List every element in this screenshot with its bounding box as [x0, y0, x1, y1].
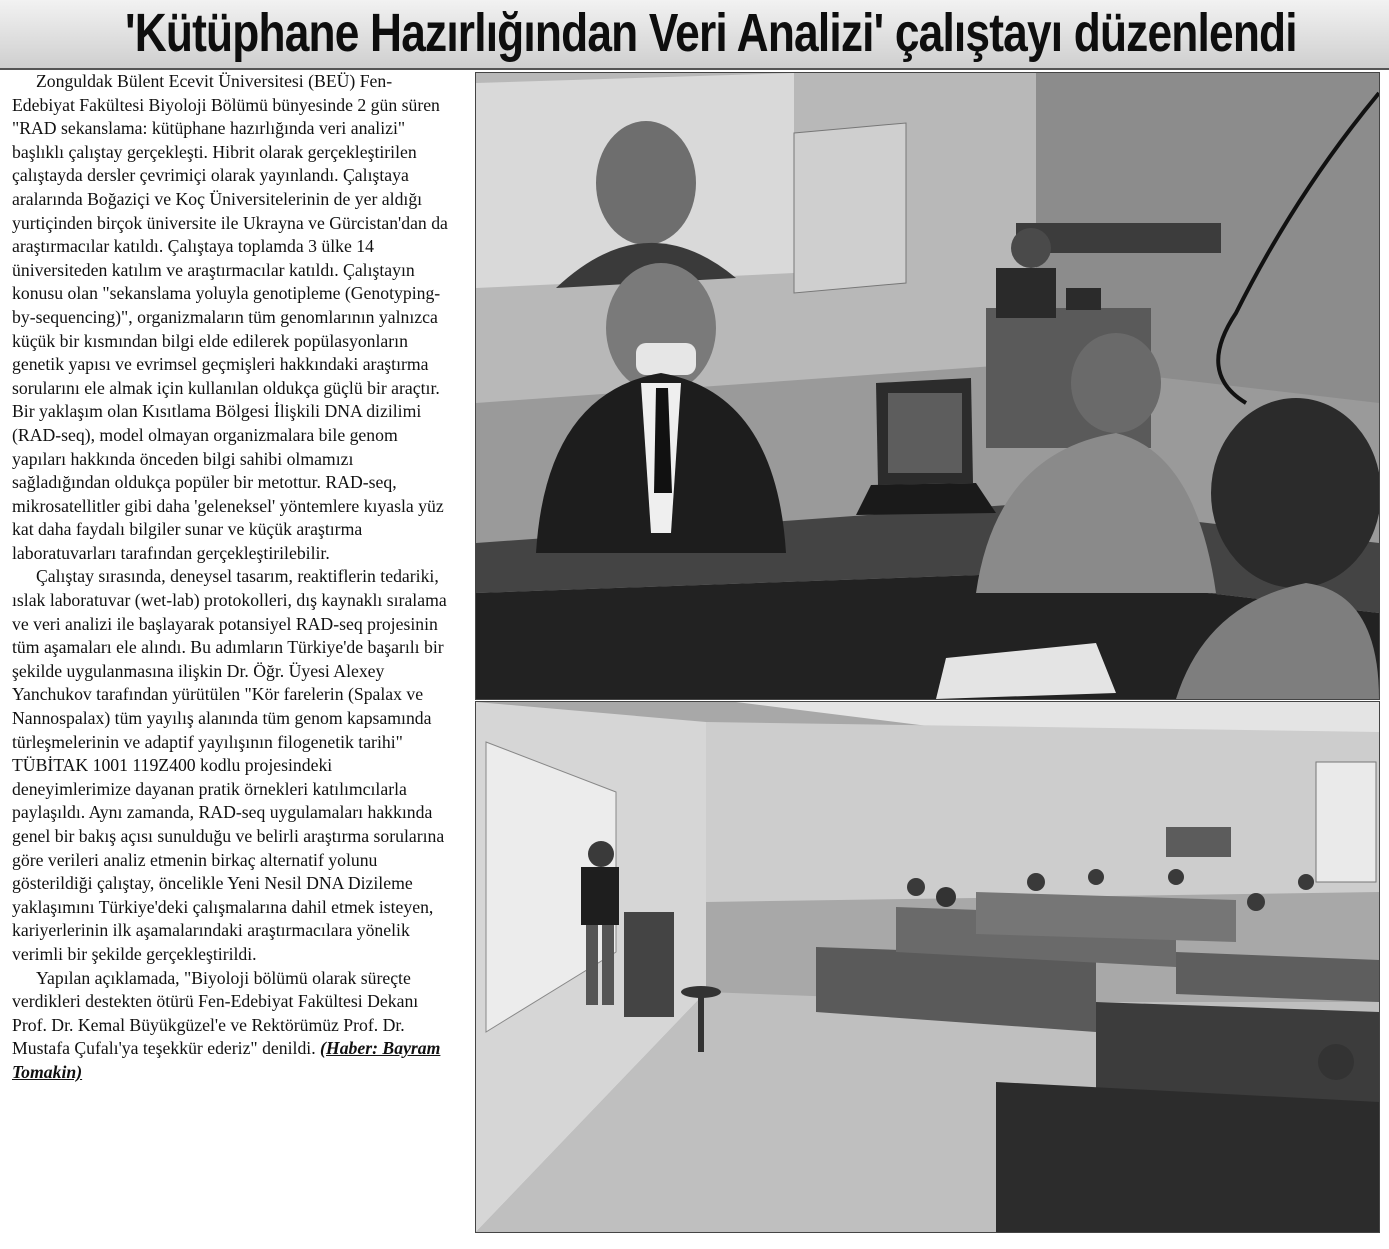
headline-title: 'Kütüphane Hazırlığından Veri Analizi' çalıştayı düzenlendi — [125, 3, 1297, 63]
article-paragraph — [12, 967, 452, 1085]
article-body — [12, 70, 452, 1240]
article-paragraph-text: Yapılan açıklamada, "Biyoloji bölümü olarak süreçte verdikleri destekten ötürü Fen-Edebiyat Fakültesi Dekanı Prof. Dr. Kemal Büyükgüzel'e ve Rektörümüz Prof. Dr. Mustafa Çufalı'ya teşekkür ederiz" denildi. — [12, 967, 419, 1059]
headline-banner — [0, 0, 1389, 70]
lecture-hall-photo — [475, 701, 1380, 1233]
article-paragraph: Çalıştay sırasında, deneysel tasarım, reaktiflerin tedariki, ıslak laboratuvar (wet-lab) protokolleri, dış kaynaklı sıralama ve veri analizi ile başlayarak potansiyel RAD-seq projesinin tüm aşamaları ele alındı. Bu adımların Türkiye'de başarılı bir şekilde uygulanmasına ilişkin Dr. Öğr. Üyesi Alexey Yanchukov tarafından yürütülen "Kör farelerin (Spalax ve Nannospalax) tüm yayılış alanında tüm genom kapsamında türleşmelerinin ve adaptif yayılışının filogenetik tarihi" TÜBİTAK 1001 119Z400 kodlu projesindeki deneyimlerimize dayanan pratik örnekleri katılımcılarla paylaşıldı. Aynı zamanda, RAD-seq uygulamaları hakkında genel bir bakış açısı sunulduğu ve belirli araştırma sorularına göre verileri analiz etmenin birkaç alternatif yolunu gösterildiği çalıştay, öncelikle Yeni Nesil DNA Dizileme yaklaşımını Türkiye'deki çalışmalarına dahil etmek isteyen, kariyerlerinin ilk aşamalarındaki araştırmacılara yönelik verimli bir şekilde gerçekleştirildi. — [12, 566, 447, 964]
hybrid-workshop-photo — [475, 72, 1380, 700]
article-paragraph: Zonguldak Bülent Ecevit Üniversitesi (BEÜ) Fen-Edebiyat Fakültesi Biyoloji Bölümü bünyesinde 2 gün süren "RAD sekanslama: kütüphane hazırlığında veri analizi" başlıklı çalıştay gerçekleşti. Hibrit olarak gerçekleştirilen çalıştayda dersler çevrimiçi olarak yayınlandı. Çalıştaya aralarında Boğaziçi ve Koç Üniversitelerinin de yer aldığı yurtiçinden birçok üniversite ile Ukrayna ve Gürcistan'dan da araştırmacılar katıldı. Çalıştaya toplamda 3 ülke 14 üniversiteden katılım ve araştırmacılar katıldı. Çalıştayın konusu olan "sekanslama yoluyla genotipleme (Genotyping-by-sequencing)", organizmaların tüm genomlarının yalnızca küçük bir kısmından bilgi elde edilerek popülasyonların genetik yapısı ve evrimsel geçmişleri hakkındaki araştırma sorularını ele almak için kullanılan oldukça güçlü bir araçtır. Bir yaklaşım olan Kısıtlama Bölgesi İlişkili DNA dizilimi (RAD-seq), model olmayan organizmalara bile genom yapıları hakkında önceden bilgi sahibi olmamızı sağladığından oldukça popüler bir metottur. RAD-seq, mikrosatellitler gibi daha 'geleneksel' yöntemlere kıyasla yüz kat daha faydalı bilgiler sunar ve küçük araştırma laboratuvarları tarafından gerçekleştirilebilir. — [12, 71, 448, 563]
byline: (Haber: Bayram Tomakin) — [12, 1038, 441, 1082]
